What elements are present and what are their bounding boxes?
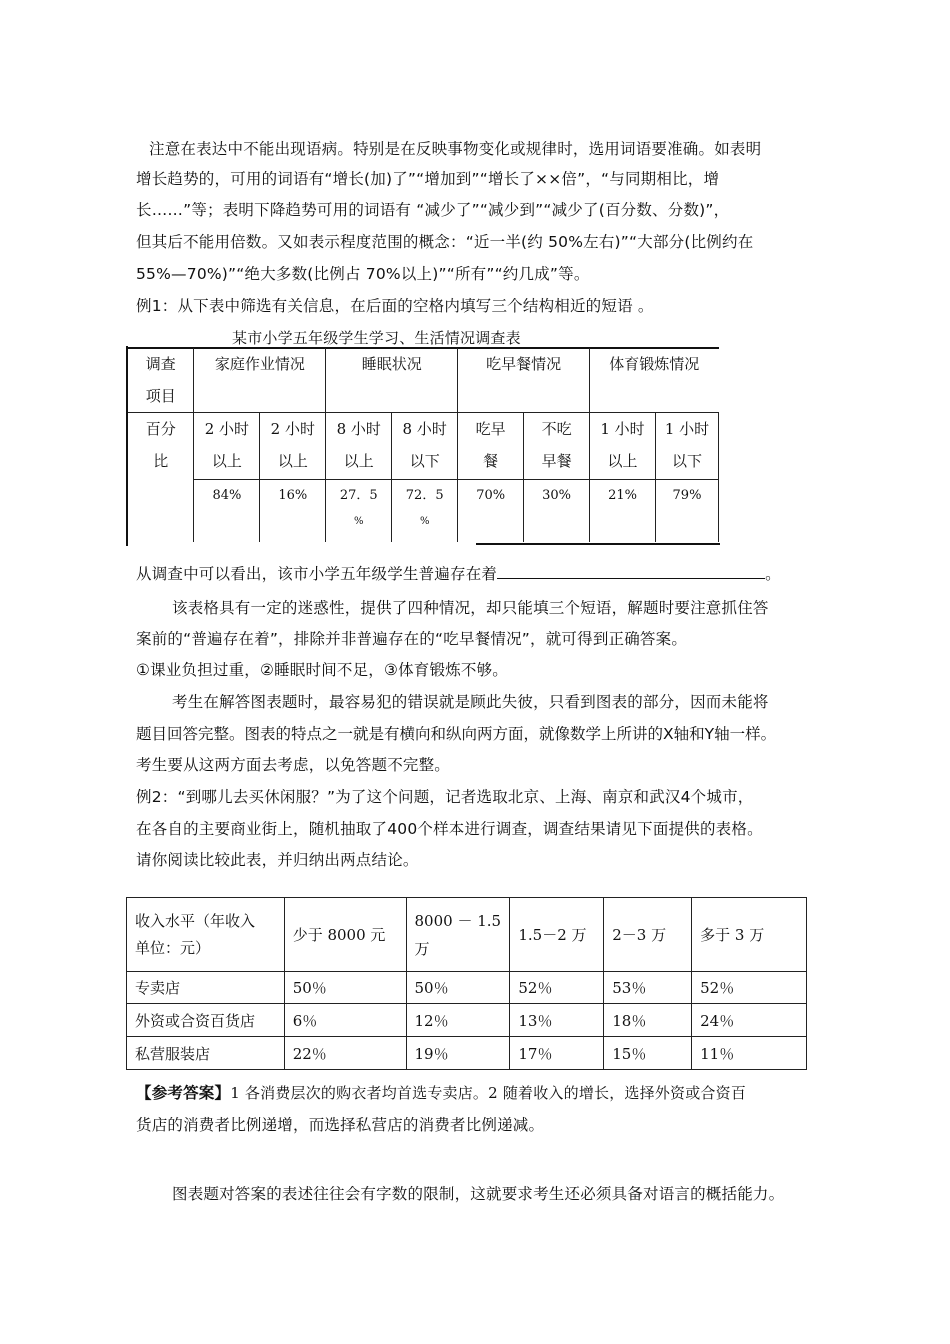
subcol-cell: 1 小时 以上: [590, 413, 656, 480]
table-cell: 24％: [692, 1004, 807, 1037]
example1-table-title: 某市小学五年级学生学习、生活情况调查表: [232, 329, 521, 347]
table-cell: 50％: [406, 972, 510, 1004]
survey-row-header-percent: 百分 比: [128, 413, 194, 542]
example1-answer: ①课业负担过重，②睡眠时间不足，③体育锻炼不够。: [136, 661, 508, 679]
table-cell: 12％: [406, 1004, 510, 1037]
value-cell: 16%: [260, 480, 326, 542]
col-header: 2－3 万: [604, 898, 692, 972]
example2-answer-line-1: 【参考答案】1 各消费层次的购衣者均首选专卖店。2 随着收入的增长，选择外资或合资百: [136, 1084, 747, 1102]
table-row: [127, 1004, 807, 1037]
shopping-table: [126, 897, 807, 1070]
advice-line-1: 考生在解答图表题时，最容易犯的错误就是顾此失彼，只看到图表的部分，因而未能将: [172, 693, 769, 711]
subcol-cell: 不吃 早餐: [524, 413, 590, 480]
shopping-table-header-row: [127, 898, 807, 972]
intro-line-3: 长……”等；表明下降趋势可用的词语有 “减少了”“减少到”“减少了(百分数、分数)”，: [136, 201, 730, 219]
advice-line-2: 题目回答完整。图表的特点之一就是有横向和纵向两方面，就像数学上所讲的X轴和Y轴一样。: [136, 725, 777, 743]
intro-line-1: 注意在表达中不能出现语病。特别是在反映事物变化或规律时，选用词语要准确。如表明: [149, 140, 762, 158]
group-sleep: 睡眠状况: [326, 348, 458, 413]
value-cell: 21%: [590, 480, 656, 542]
group-exercise: 体育锻炼情况: [590, 348, 719, 413]
col-header: 多于 3 万: [692, 898, 807, 972]
example1-prompt: 例1：从下表中筛选有关信息，在后面的空格内填写三个结构相近的短语 。: [136, 297, 654, 315]
subcol-cell: 8 小时 以下: [392, 413, 458, 480]
example2-line-1: 例2：“到哪儿去买休闲服？”为了这个问题，记者选取北京、上海、南京和武汉4个城市，: [136, 788, 754, 806]
table-cell: 18％: [604, 1004, 692, 1037]
survey-table: [128, 348, 719, 542]
subcol-cell: 2 小时 以上: [194, 413, 260, 480]
answer-label: 【参考答案】: [136, 1084, 231, 1102]
col-header: 少于 8000 元: [284, 898, 406, 972]
table-cell: 19％: [406, 1037, 510, 1070]
example2-answer-line-2: 货店的消费者比例递增，而选择私营店的消费者比例递减。: [136, 1116, 545, 1134]
example1-analysis-1: 该表格具有一定的迷惑性，提供了四种情况，却只能填三个短语，解题时要注意抓住答: [172, 599, 769, 617]
subcol-cell: 吃早 餐: [458, 413, 524, 480]
subcol-cell: 1 小时 以下: [655, 413, 718, 480]
row-label: 私营服装店: [127, 1037, 285, 1070]
row-label: 专卖店: [127, 972, 285, 1004]
table-cell: 11％: [692, 1037, 807, 1070]
value-cell: 84%: [194, 480, 260, 542]
value-cell: 27．5 %: [326, 480, 392, 542]
table-row: [127, 1037, 807, 1070]
table-cell: 52％: [510, 972, 604, 1004]
advice-line-3: 考生要从这两方面去考虑，以免答题不完整。: [136, 756, 451, 774]
table-cell: 13％: [510, 1004, 604, 1037]
col-header: 8000 － 1.5 万: [406, 898, 510, 972]
intro-line-5: 55%—70%)”“绝大多数(比例占 70%以上)”“所有”“约几成”等。: [136, 265, 590, 283]
table-cell: 50％: [284, 972, 406, 1004]
example2-line-3: 请你阅读比较此表，并归纳出两点结论。: [136, 851, 419, 869]
survey-table-subcol-row: [128, 413, 719, 480]
table-cell: 15％: [604, 1037, 692, 1070]
table-cell: 53％: [604, 972, 692, 1004]
row-label: 外资或合资百货店: [127, 1004, 285, 1037]
col-header: 1.5－2 万: [510, 898, 604, 972]
table-cell: 17％: [510, 1037, 604, 1070]
closing-paragraph: 图表题对答案的表述往往会有字数的限制，这就要求考生还必须具备对语言的概括能力。: [172, 1185, 785, 1203]
value-cell: 30%: [524, 480, 590, 542]
table-cell: 52％: [692, 972, 807, 1004]
group-homework: 家庭作业情况: [194, 348, 326, 413]
answer-blank[interactable]: [497, 564, 765, 579]
group-breakfast: 吃早餐情况: [458, 348, 590, 413]
income-level-header: 收入水平（年收入 单位：元）: [127, 898, 285, 972]
survey-table-group-row: [128, 348, 719, 413]
example1-analysis-2: 案前的“普遍存在着”，排除并非普遍存在的“吃早餐情况”，就可得到正确答案。: [136, 630, 688, 648]
subcol-cell: 2 小时 以上: [260, 413, 326, 480]
survey-row-header-items: 调查 项目: [128, 348, 194, 413]
intro-line-4: 但其后不能用倍数。又如表示程度范围的概念：“近一半(约 50%左右)”“大部分(比例约在: [136, 233, 754, 251]
intro-line-2: 增长趋势的，可用的词语有“增长(加)了”“增加到”“增长了××倍”，“与同期相比，增: [136, 170, 720, 188]
survey-table-value-row: [128, 480, 719, 542]
example1-question: 从调查中可以看出，该市小学五年级学生普遍存在着 。: [136, 565, 781, 583]
value-cell: 70%: [458, 480, 524, 542]
value-cell: 79%: [655, 480, 718, 542]
value-cell: 72．5 %: [392, 480, 458, 542]
table-row: [127, 972, 807, 1004]
table-cell: 6％: [284, 1004, 406, 1037]
table-cell: 22％: [284, 1037, 406, 1070]
example2-line-2: 在各自的主要商业街上，随机抽取了400个样本进行调查，调查结果请见下面提供的表格。: [136, 820, 763, 838]
subcol-cell: 8 小时 以上: [326, 413, 392, 480]
table1-bottom-border: [476, 543, 720, 545]
